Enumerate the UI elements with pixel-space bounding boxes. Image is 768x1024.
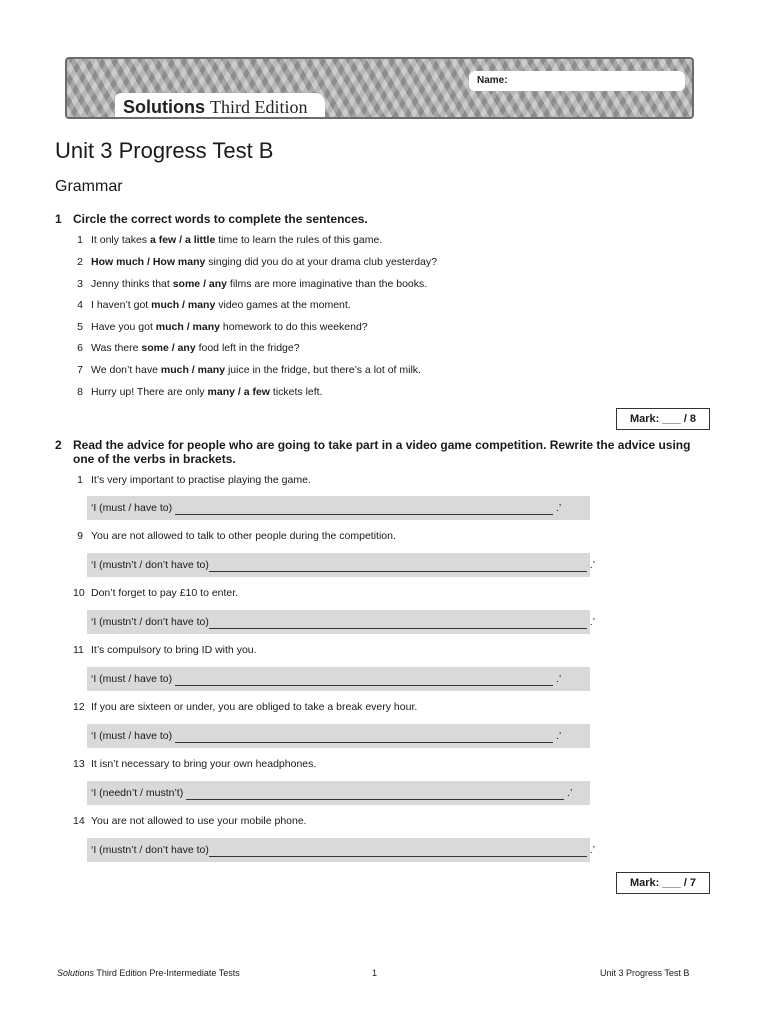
answer-field[interactable]: ‘I (must / have to) .’ <box>87 496 590 520</box>
brand-rest: Third Edition <box>210 97 308 117</box>
q1-mark-box: Mark: ___ / 8 <box>616 408 710 430</box>
name-label: Name: <box>477 75 508 86</box>
answer-choice[interactable]: How much / How many <box>91 256 206 268</box>
answer-choice[interactable]: much / many <box>155 321 220 333</box>
answer-choice[interactable]: a few / a little <box>149 234 216 246</box>
section-heading: Grammar <box>55 178 123 195</box>
answer-choice[interactable]: some / any <box>172 278 227 290</box>
answer-field[interactable]: ‘I (needn’t / mustn’t) .’ <box>87 781 590 805</box>
header-banner <box>65 57 694 119</box>
answer-choice[interactable]: many / a few <box>207 386 270 398</box>
answer-field[interactable]: ‘I (mustn’t / don’t have to) .’ <box>87 553 590 577</box>
answer-field[interactable]: ‘I (must / have to) .’ <box>87 667 590 691</box>
q2-number: 2 <box>55 438 62 452</box>
answer-choice[interactable]: much / many <box>151 299 216 311</box>
answer-choice[interactable]: much / many <box>160 364 226 376</box>
brand-logo <box>115 93 325 119</box>
answer-field[interactable]: ‘I (mustn’t / don’t have to) .’ <box>87 838 590 862</box>
answer-field[interactable]: ‘I (must / have to) .’ <box>87 724 590 748</box>
q2-mark-box: Mark: ___ / 7 <box>616 872 710 894</box>
answer-choice[interactable]: some / any <box>141 342 196 354</box>
name-field[interactable] <box>469 71 685 91</box>
brand-bold: Solutions <box>123 97 205 117</box>
footer-page-number: 1 <box>372 968 378 978</box>
q2-instruction: Read the advice for people who are going to take part in a video game competition. Rewrite the advice using one of the verbs in brackets. <box>73 438 691 466</box>
q1-number: 1 <box>55 212 62 226</box>
q1-instruction: Circle the correct words to complete the sentences. <box>73 212 368 226</box>
footer-right: Unit 3 Progress Test B <box>600 968 690 978</box>
footer-left: Solutions Third Edition Pre-Intermediate Tests <box>57 968 240 978</box>
page-title: Unit 3 Progress Test B <box>55 138 274 163</box>
answer-field[interactable]: ‘I (mustn’t / don’t have to) .’ <box>87 610 590 634</box>
